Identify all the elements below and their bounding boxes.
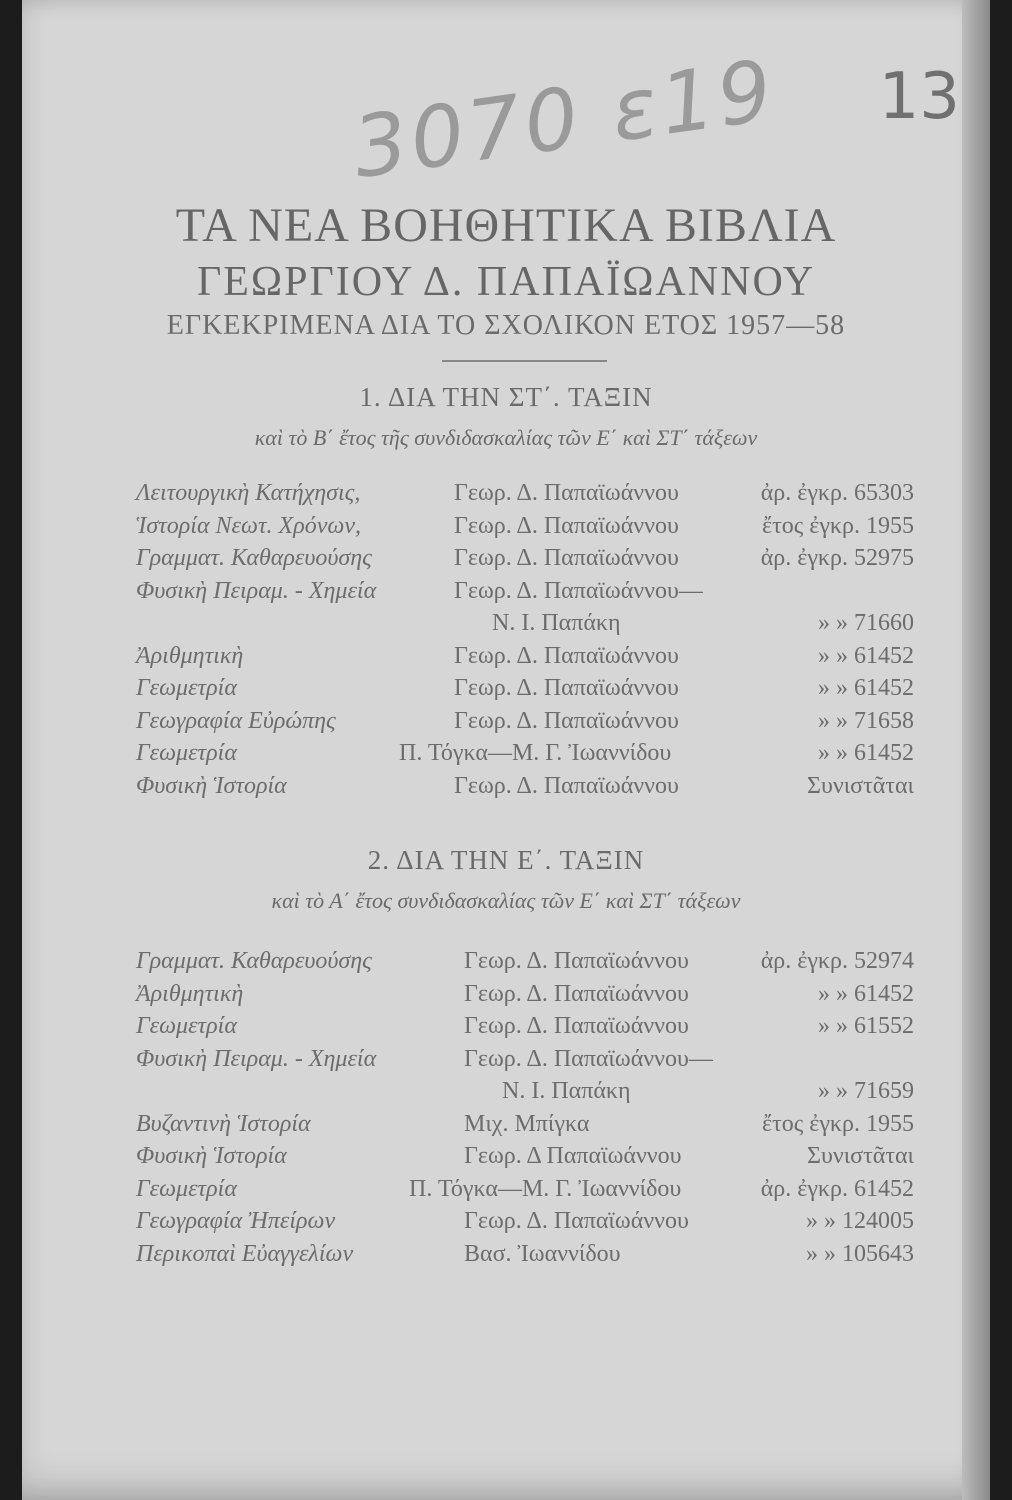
approval-code: » » 61452 — [818, 642, 914, 669]
title-line-1: ΤΑ ΝΕΑ ΒΟΗΘΗΤΙΚΑ ΒΙΒΛΙΑ — [175, 199, 837, 252]
book-author: Π. Τόγκα—Μ. Γ. Ἰωαννίδου — [409, 1175, 682, 1202]
list-item — [22, 480, 990, 512]
book-author: Π. Τόγκα—Μ. Γ. Ἰωαννίδου — [399, 740, 672, 766]
list-item — [22, 675, 990, 707]
list-item — [22, 1176, 990, 1208]
book-author: Γεωρ. Δ. Παπαϊωάννου — [454, 675, 679, 701]
list-item — [22, 1143, 990, 1175]
approval-code: Συνιστᾶται — [807, 772, 914, 799]
list-item — [22, 1111, 990, 1143]
section-1-subheading: καὶ τὸ Β΄ ἔτος τῆς συνδιδασκαλίας τῶν Ε΄ καὶ ΣΤ΄ τάξεων — [254, 425, 758, 450]
book-title: Γεωμετρία — [136, 1175, 237, 1202]
approval-code: » » 124005 — [806, 1208, 914, 1234]
book-title: Φυσικὴ Ἱστορία — [136, 772, 287, 799]
approval-code: Συνιστᾶται — [807, 1143, 914, 1169]
approval-code: » » 105643 — [806, 1240, 914, 1267]
book-author: Βασ. Ἰωαννίδου — [464, 1240, 621, 1267]
section-1-heading: 1. ΔΙΑ ΤΗΝ ΣΤ΄. ΤΑΞΙΝ — [359, 382, 653, 412]
handwritten-page-number: 13 — [878, 60, 960, 134]
book-title: Γραμματ. Καθαρευούσης — [136, 948, 372, 974]
book-author: Γεωρ. Δ. Παπαϊωάννου— — [454, 577, 703, 604]
book-title: Γεωμετρία — [136, 740, 237, 766]
approval-code: » » 71659 — [818, 1078, 914, 1104]
book-author: Γεωρ. Δ Παπαϊωάννου — [464, 1143, 682, 1169]
list-item — [22, 545, 990, 577]
book-author: Γεωρ. Δ. Παπαϊωάννου — [464, 1208, 689, 1234]
book-author: Μιχ. Μπίγκα — [464, 1110, 590, 1137]
book-author: Γεωρ. Δ. Παπαϊωάννου— — [464, 1045, 713, 1072]
approval-code: » » 71660 — [818, 610, 914, 636]
title-line-3: ΕΓΚΕΚΡΙΜΕΝΑ ΔΙΑ ΤΟ ΣΧΟΛΙΚΟΝ ΕΤΟΣ 1957—58 — [166, 310, 846, 341]
list-item — [22, 1046, 990, 1078]
approval-code: ἀρ. ἐγκρ. 61452 — [760, 1175, 914, 1202]
book-author: Γεωρ. Δ. Παπαϊωάννου — [464, 948, 689, 974]
title-divider — [442, 360, 607, 362]
book-author: Γεωρ. Δ. Παπαϊωάννου — [464, 980, 689, 1007]
book-title: Φυσικὴ Ἱστορία — [136, 1143, 287, 1169]
approval-code: ἀρ. ἐγκρ. 52974 — [760, 948, 914, 974]
book-author: Γεωρ. Δ. Παπαϊωάννου — [454, 545, 679, 571]
list-item — [22, 773, 990, 805]
section-2-subheading: καὶ τὸ Α΄ ἔτος συνδιδασκαλίας τῶν Ε΄ καὶ ΣΤ΄ τάξεων — [271, 888, 741, 913]
approval-code: ἔτος ἐγκρ. 1955 — [762, 512, 914, 539]
approval-code: ἔτος ἐγκρ. 1955 — [762, 1110, 914, 1137]
list-item — [22, 1241, 990, 1273]
list-item — [22, 948, 990, 980]
list-item — [22, 513, 990, 545]
approval-code: » » 61452 — [818, 980, 914, 1007]
list-item — [22, 708, 990, 740]
list-item — [22, 1013, 990, 1045]
list-item — [22, 740, 990, 772]
book-title: Γεωγραφία Ἠπείρων — [136, 1208, 336, 1234]
approval-code: ἀρ. ἐγκρ. 52975 — [760, 545, 914, 571]
book-author: Γεωρ. Δ. Παπαϊωάννου — [454, 480, 679, 506]
list-item — [22, 610, 990, 642]
book-title: Ἀριθμητικὴ — [136, 980, 244, 1007]
list-item — [22, 1078, 990, 1110]
book-title: Περικοπαὶ Εὐαγγελίων — [136, 1240, 354, 1267]
approval-code: » » 71658 — [818, 707, 914, 734]
list-item — [22, 643, 990, 675]
book-title: Γεωγραφία Εὐρώπης — [136, 707, 336, 734]
book-title: Βυζαντινὴ Ἱστορία — [136, 1110, 311, 1137]
book-title: Γραμματ. Καθαρευούσης — [136, 545, 372, 571]
list-item — [22, 981, 990, 1013]
book-author: Γεωρ. Δ. Παπαϊωάννου — [464, 1013, 689, 1039]
book-author: Γεωρ. Δ. Παπαϊωάννου — [454, 772, 679, 799]
book-author: Ν. Ι. Παπάκη — [492, 610, 621, 636]
approval-code: » » 61552 — [818, 1013, 914, 1039]
approval-code: ἀρ. ἐγκρ. 65303 — [760, 480, 914, 506]
book-title: Γεωμετρία — [136, 1013, 237, 1039]
list-item — [22, 1208, 990, 1240]
book-author: Ν. Ι. Παπάκη — [502, 1078, 631, 1104]
book-title: Φυσικὴ Πειραμ. - Χημεία — [136, 577, 377, 604]
title-line-2: ΓΕΩΡΓΙΟΥ Δ. ΠΑΠΑΪΩΑΝΝΟΥ — [196, 259, 816, 305]
book-title: Ἱστορία Νεωτ. Χρόνων, — [136, 512, 361, 539]
book-title: Φυσικὴ Πειραμ. - Χημεία — [136, 1045, 377, 1072]
book-title: Λειτουργικὴ Κατήχησις, — [136, 480, 361, 506]
book-author: Γεωρ. Δ. Παπαϊωάννου — [454, 642, 679, 669]
list-item — [22, 578, 990, 610]
book-title: Γεωμετρία — [136, 675, 237, 701]
handwritten-note: 3070 ε19 — [347, 40, 782, 198]
book-author: Γεωρ. Δ. Παπαϊωάννου — [454, 512, 679, 539]
approval-code: » » 61452 — [818, 675, 914, 701]
approval-code: » » 61452 — [818, 740, 914, 766]
section-2-heading: 2. ΔΙΑ ΤΗΝ Ε΄. ΤΑΞΙΝ — [367, 845, 645, 875]
book-author: Γεωρ. Δ. Παπαϊωάννου — [454, 707, 679, 734]
book-title: Ἀριθμητικὴ — [136, 642, 244, 669]
document-page — [22, 0, 990, 1500]
